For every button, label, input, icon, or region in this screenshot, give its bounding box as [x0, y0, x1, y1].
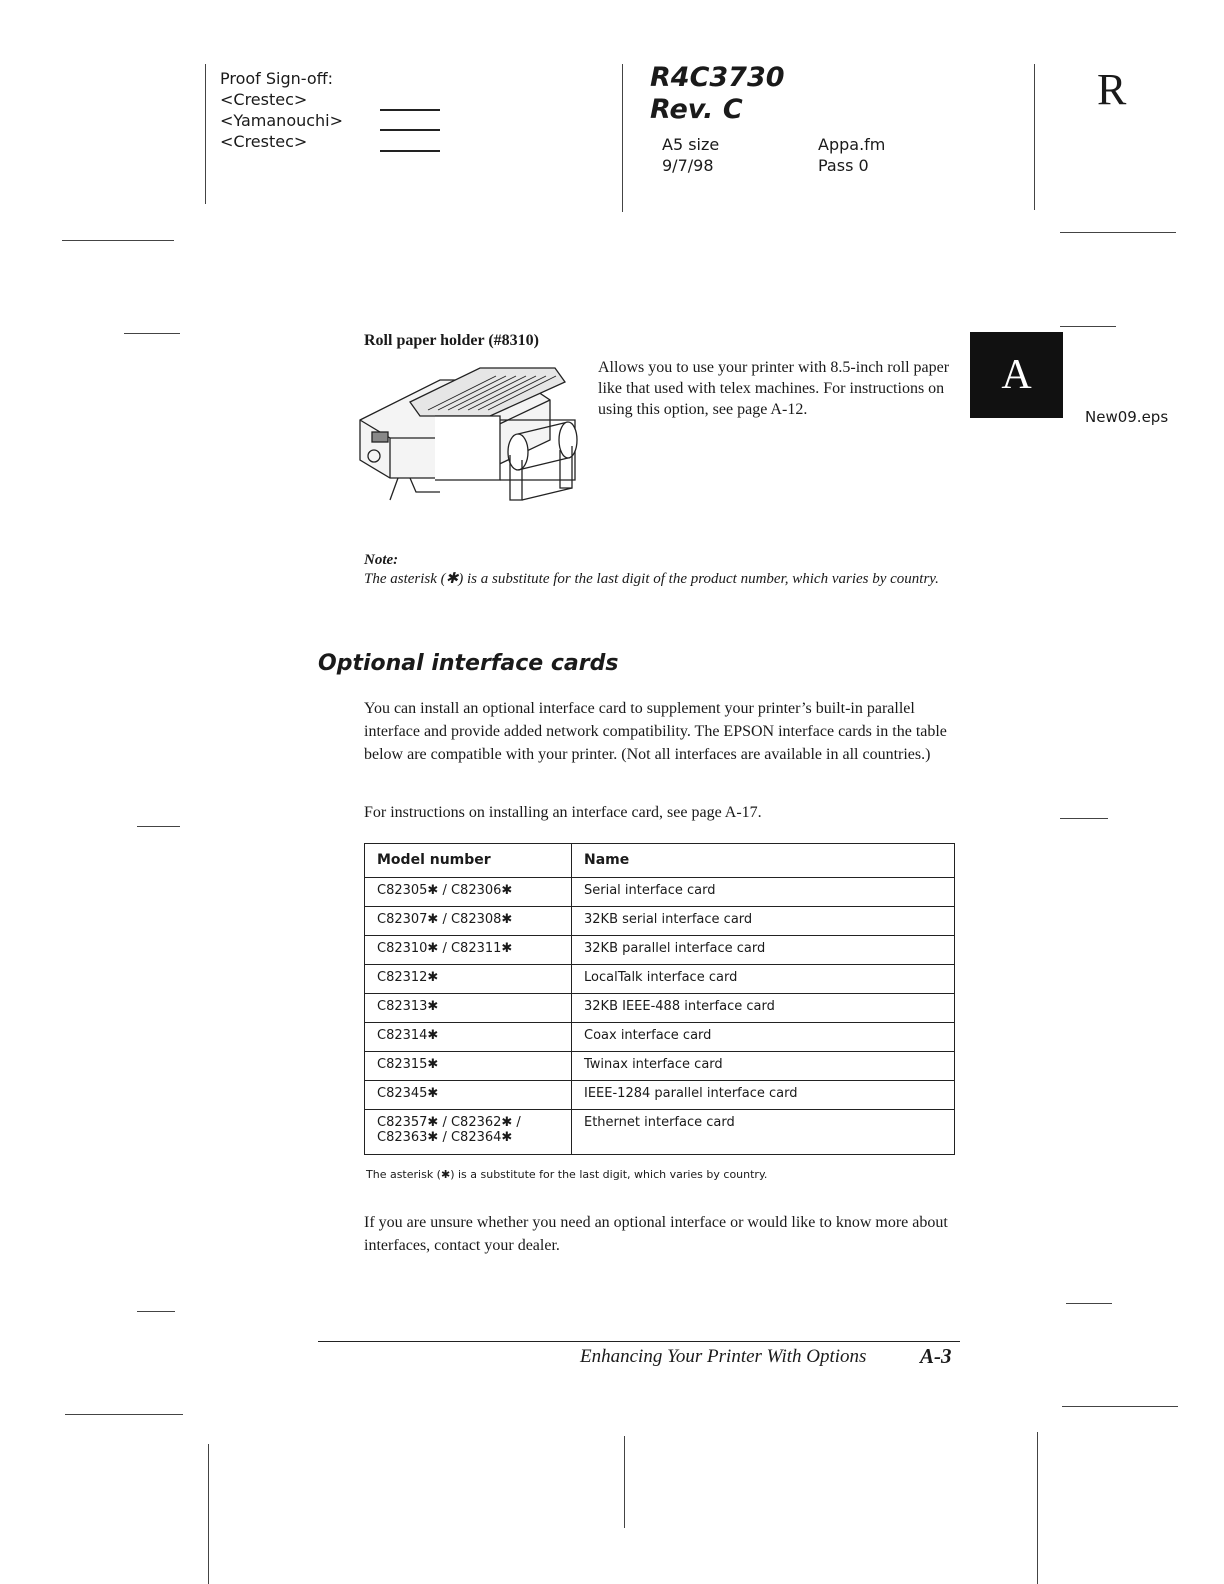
header-divider-mid: [622, 64, 623, 212]
crop-mark: [137, 1311, 175, 1312]
proof-signoff-block: [220, 68, 343, 152]
table-row: [365, 965, 955, 994]
table-row: [365, 994, 955, 1023]
header-divider-right: [1034, 64, 1035, 210]
section-title: Optional interface cards: [318, 651, 619, 676]
table-row: [365, 1110, 955, 1155]
chapter-tab: A: [970, 332, 1063, 418]
card-name-cell: 32KB IEEE-488 interface card: [572, 994, 955, 1023]
margin-rule-bottom-mid: [624, 1436, 625, 1528]
table-row: [365, 907, 955, 936]
section-intro: You can install an optional interface card to supplement your printer’s built-in parallel interface and provide added network compatibility. The EPSON interface cards in the table below are compatible with your printer. (Not all interfaces are available in all countries.): [364, 700, 947, 763]
paper-size: A5 size: [662, 135, 720, 154]
roll-holder-title: Roll paper holder (#8310): [364, 332, 539, 349]
note-label: Note:: [364, 552, 399, 568]
model-number-cell: C82315✱: [365, 1052, 572, 1081]
eps-filename: New09.eps: [1085, 408, 1169, 426]
roll-holder-description: Allows you to use your printer with 8.5-inch roll paper like that used with telex machines. For instructions on using this option, see page A-12.: [598, 359, 950, 418]
card-name-cell: Ethernet interface card: [572, 1110, 955, 1155]
card-name-cell: IEEE-1284 parallel interface card: [572, 1081, 955, 1110]
col-header-model: Model number: [365, 844, 572, 878]
table-row: [365, 878, 955, 907]
crop-mark: [1060, 326, 1116, 327]
signature-line-2: [380, 129, 440, 131]
signer-2: <Yamanouchi>: [220, 111, 344, 130]
model-number-cell: C82357✱ / C82362✱ / C82363✱ / C82364✱: [365, 1110, 572, 1155]
model-number-cell: C82313✱: [365, 994, 572, 1023]
model-number-cell: C82314✱: [365, 1023, 572, 1052]
crop-mark: [1060, 232, 1176, 233]
model-number-cell: C82307✱ / C82308✱: [365, 907, 572, 936]
page-number: A-3: [920, 1344, 952, 1368]
corner-mark: R: [1097, 65, 1127, 114]
document-code-block: [650, 62, 785, 126]
proof-signoff-label: Proof Sign-off:: [220, 69, 334, 88]
model-number-cell: C82312✱: [365, 965, 572, 994]
printer-roll-holder-illustration: [350, 360, 585, 510]
crop-mark: [1060, 818, 1108, 819]
crop-mark: [137, 826, 180, 827]
signature-line-3: [380, 150, 440, 152]
crop-mark: [1066, 1303, 1112, 1304]
table-row: [365, 1023, 955, 1052]
meta-left: [662, 134, 719, 176]
signer-1: <Crestec>: [220, 90, 308, 109]
table-header-row: [365, 844, 955, 878]
card-name-cell: 32KB parallel interface card: [572, 936, 955, 965]
card-name-cell: Serial interface card: [572, 878, 955, 907]
margin-rule-bottom-left: [208, 1444, 209, 1584]
closing-paragraph: If you are unsure whether you need an optional interface or would like to know more about interfaces, contact your dealer.: [364, 1214, 948, 1254]
table-row: [365, 936, 955, 965]
model-number-cell: C82310✱ / C82311✱: [365, 936, 572, 965]
proof-pass: Pass 0: [818, 156, 869, 175]
crop-mark: [1062, 1406, 1178, 1407]
table-row: [365, 1081, 955, 1110]
crop-mark: [62, 240, 174, 241]
margin-rule-left: [205, 64, 206, 204]
card-name-cell: Coax interface card: [572, 1023, 955, 1052]
col-header-name: Name: [572, 844, 955, 878]
card-name-cell: Twinax interface card: [572, 1052, 955, 1081]
footer-rule: [318, 1341, 960, 1342]
card-name-cell: 32KB serial interface card: [572, 907, 955, 936]
table-footnote: The asterisk (✱) is a substitute for the last digit, which varies by country.: [366, 1168, 768, 1181]
note-text: The asterisk (✱) is a substitute for the last digit of the product number, which varies by country.: [364, 571, 939, 587]
footer-chapter-title: Enhancing Your Printer With Options: [580, 1346, 867, 1367]
proof-date: 9/7/98: [662, 156, 714, 175]
interface-cards-table: [364, 843, 955, 1155]
install-reference: For instructions on installing an interface card, see page A-17.: [364, 804, 762, 821]
source-file: Appa.fm: [818, 135, 886, 154]
document-revision: Rev. C: [650, 94, 743, 125]
signer-3: <Crestec>: [220, 132, 308, 151]
crop-mark: [124, 333, 180, 334]
table-row: [365, 1052, 955, 1081]
margin-rule-bottom-right: [1037, 1432, 1038, 1584]
meta-right: [818, 134, 885, 176]
crop-mark: [65, 1414, 183, 1415]
model-number-cell: C82305✱ / C82306✱: [365, 878, 572, 907]
model-number-cell: C82345✱: [365, 1081, 572, 1110]
card-name-cell: LocalTalk interface card: [572, 965, 955, 994]
document-code: R4C3730: [650, 62, 785, 93]
signature-line-1: [380, 109, 440, 111]
